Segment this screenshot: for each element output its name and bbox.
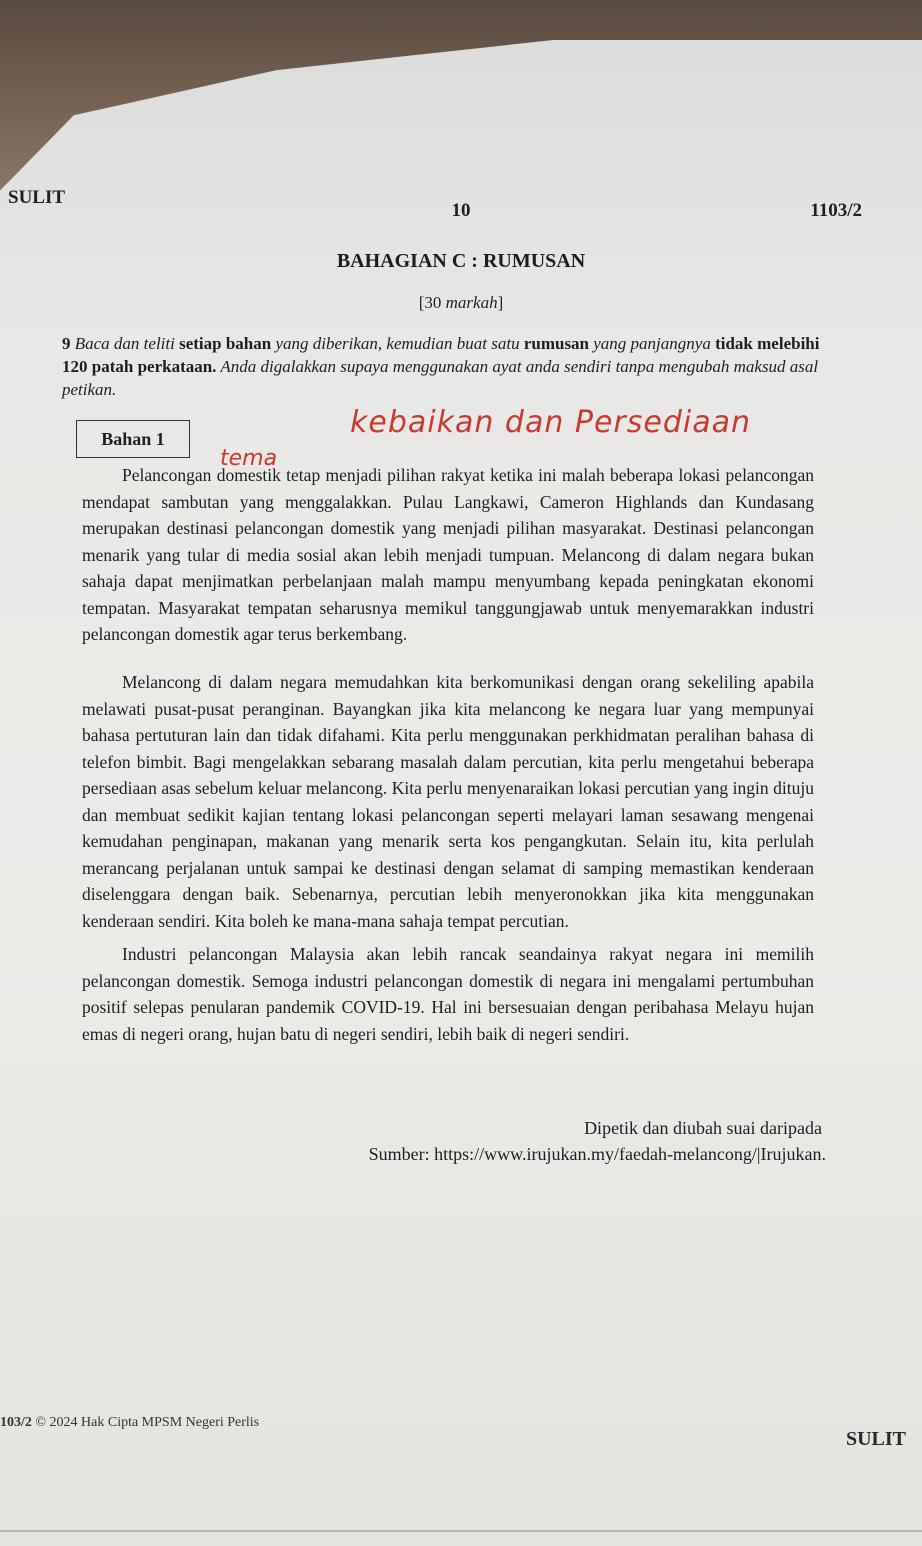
paragraph-3: Industri pelancongan Malaysia akan lebih rancak seandainya rakyat negara ini memilih pelancongan domestik. Semoga industri pelancongan domestik di negara ini mengalami pertumbuhan positif selepas penularan pandemik COVID-19. Hal ini bersesuaian dengan peribahasa Melayu hujan emas di negeri orang, hujan batu di negeri sendiri, lebih baik di negeri sendiri. [82, 944, 814, 1044]
paragraph-1: Pelancongan domestik tetap menjadi pilihan rakyat ketika ini malah beberapa lokasi pelancongan mendapat sambutan yang menggalakkan. Pulau Langkawi, Cameron Highlands dan Kundasang merupakan destinasi pelancongan domestik yang menjadi pilihan masyarakat. Destinasi pelancongan menarik yang tular di media sosial akan lebih menjadi tumpuan. Melancong di dalam negara bukan sahaja dapat menjimatkan perbelanjaan malah mampu menyumbang kepada peningkatan ekonomi tempatan. Masyarakat tempatan seharusnya memikul tanggungjawab untuk menyemarakkan industri pelancongan domestik agar terus berkembang. [82, 465, 814, 644]
bahan-label-box [76, 420, 190, 458]
divider [0, 1530, 922, 1532]
source-url: Sumber: https://www.irujukan.my/faedah-melancong/|Irujukan. [368, 1144, 826, 1164]
header-sulit: SULIT [8, 187, 66, 208]
footer-copyright: 103/2 © 2024 Hak Cipta MPSM Negeri Perlis [0, 1415, 260, 1430]
question-instruction: 9 Baca dan teliti setiap bahan yang diberikan, kemudian buat satu rumusan yang panjangnya tidak melebihi 120 patah perkataan. Anda digalakkan supaya menggunakan ayat anda sendiri tanpa mengubah maksud asal petikan. [62, 334, 820, 399]
paper-code: 1103/2 [810, 200, 862, 221]
handwritten-note-tema: tema [220, 446, 278, 471]
footer-sulit: SULIT [845, 1428, 906, 1450]
bahan-label: Bahan 1 [101, 428, 165, 449]
handwritten-note: kebaikan dan Persediaan [350, 405, 752, 440]
section-title: BAHAGIAN C : RUMUSAN [336, 250, 586, 272]
marks-label: [30 markah] [418, 293, 504, 312]
question-number: 9 [62, 334, 71, 353]
paragraph-2: Melancong di dalam negara memudahkan kita berkomunikasi dengan orang sekeliling apabila melawati pusat-pusat peranginan. Bayangkan jika kita melancong ke negara luar yang mempunyai bahasa pertuturan lain dan tidak difahami. Kita perlu menggunakan perkhidmatan peralihan bahasa di telefon bimbit. Bagi mengelakkan sebarang masalah dalam percutian, kita perlu mengetahui beberapa persediaan asas sebelum keluar melancong. Kita perlu menyenaraikan lokasi percutian yang ingin dituju dan membuat sedikit kajian tentang lokasi pelancongan seperti melayari laman sesawang mengenai kemudahan penginapan, makanan yang menarik serta kos pengangkutan. Selain itu, kita perlulah merancang perjalanan untuk sampai ke destinasi dengan selamat di samping memastikan kenderaan diselenggara dengan baik. Sebenarnya, percutian lebih menyeronokkan jika kita menggunakan kenderaan sendiri. Kita boleh ke mana-mana sahaja tempat percutian. [82, 672, 814, 931]
page-number: 10 [451, 200, 471, 221]
source-note: Dipetik dan diubah suai daripada [584, 1118, 822, 1138]
